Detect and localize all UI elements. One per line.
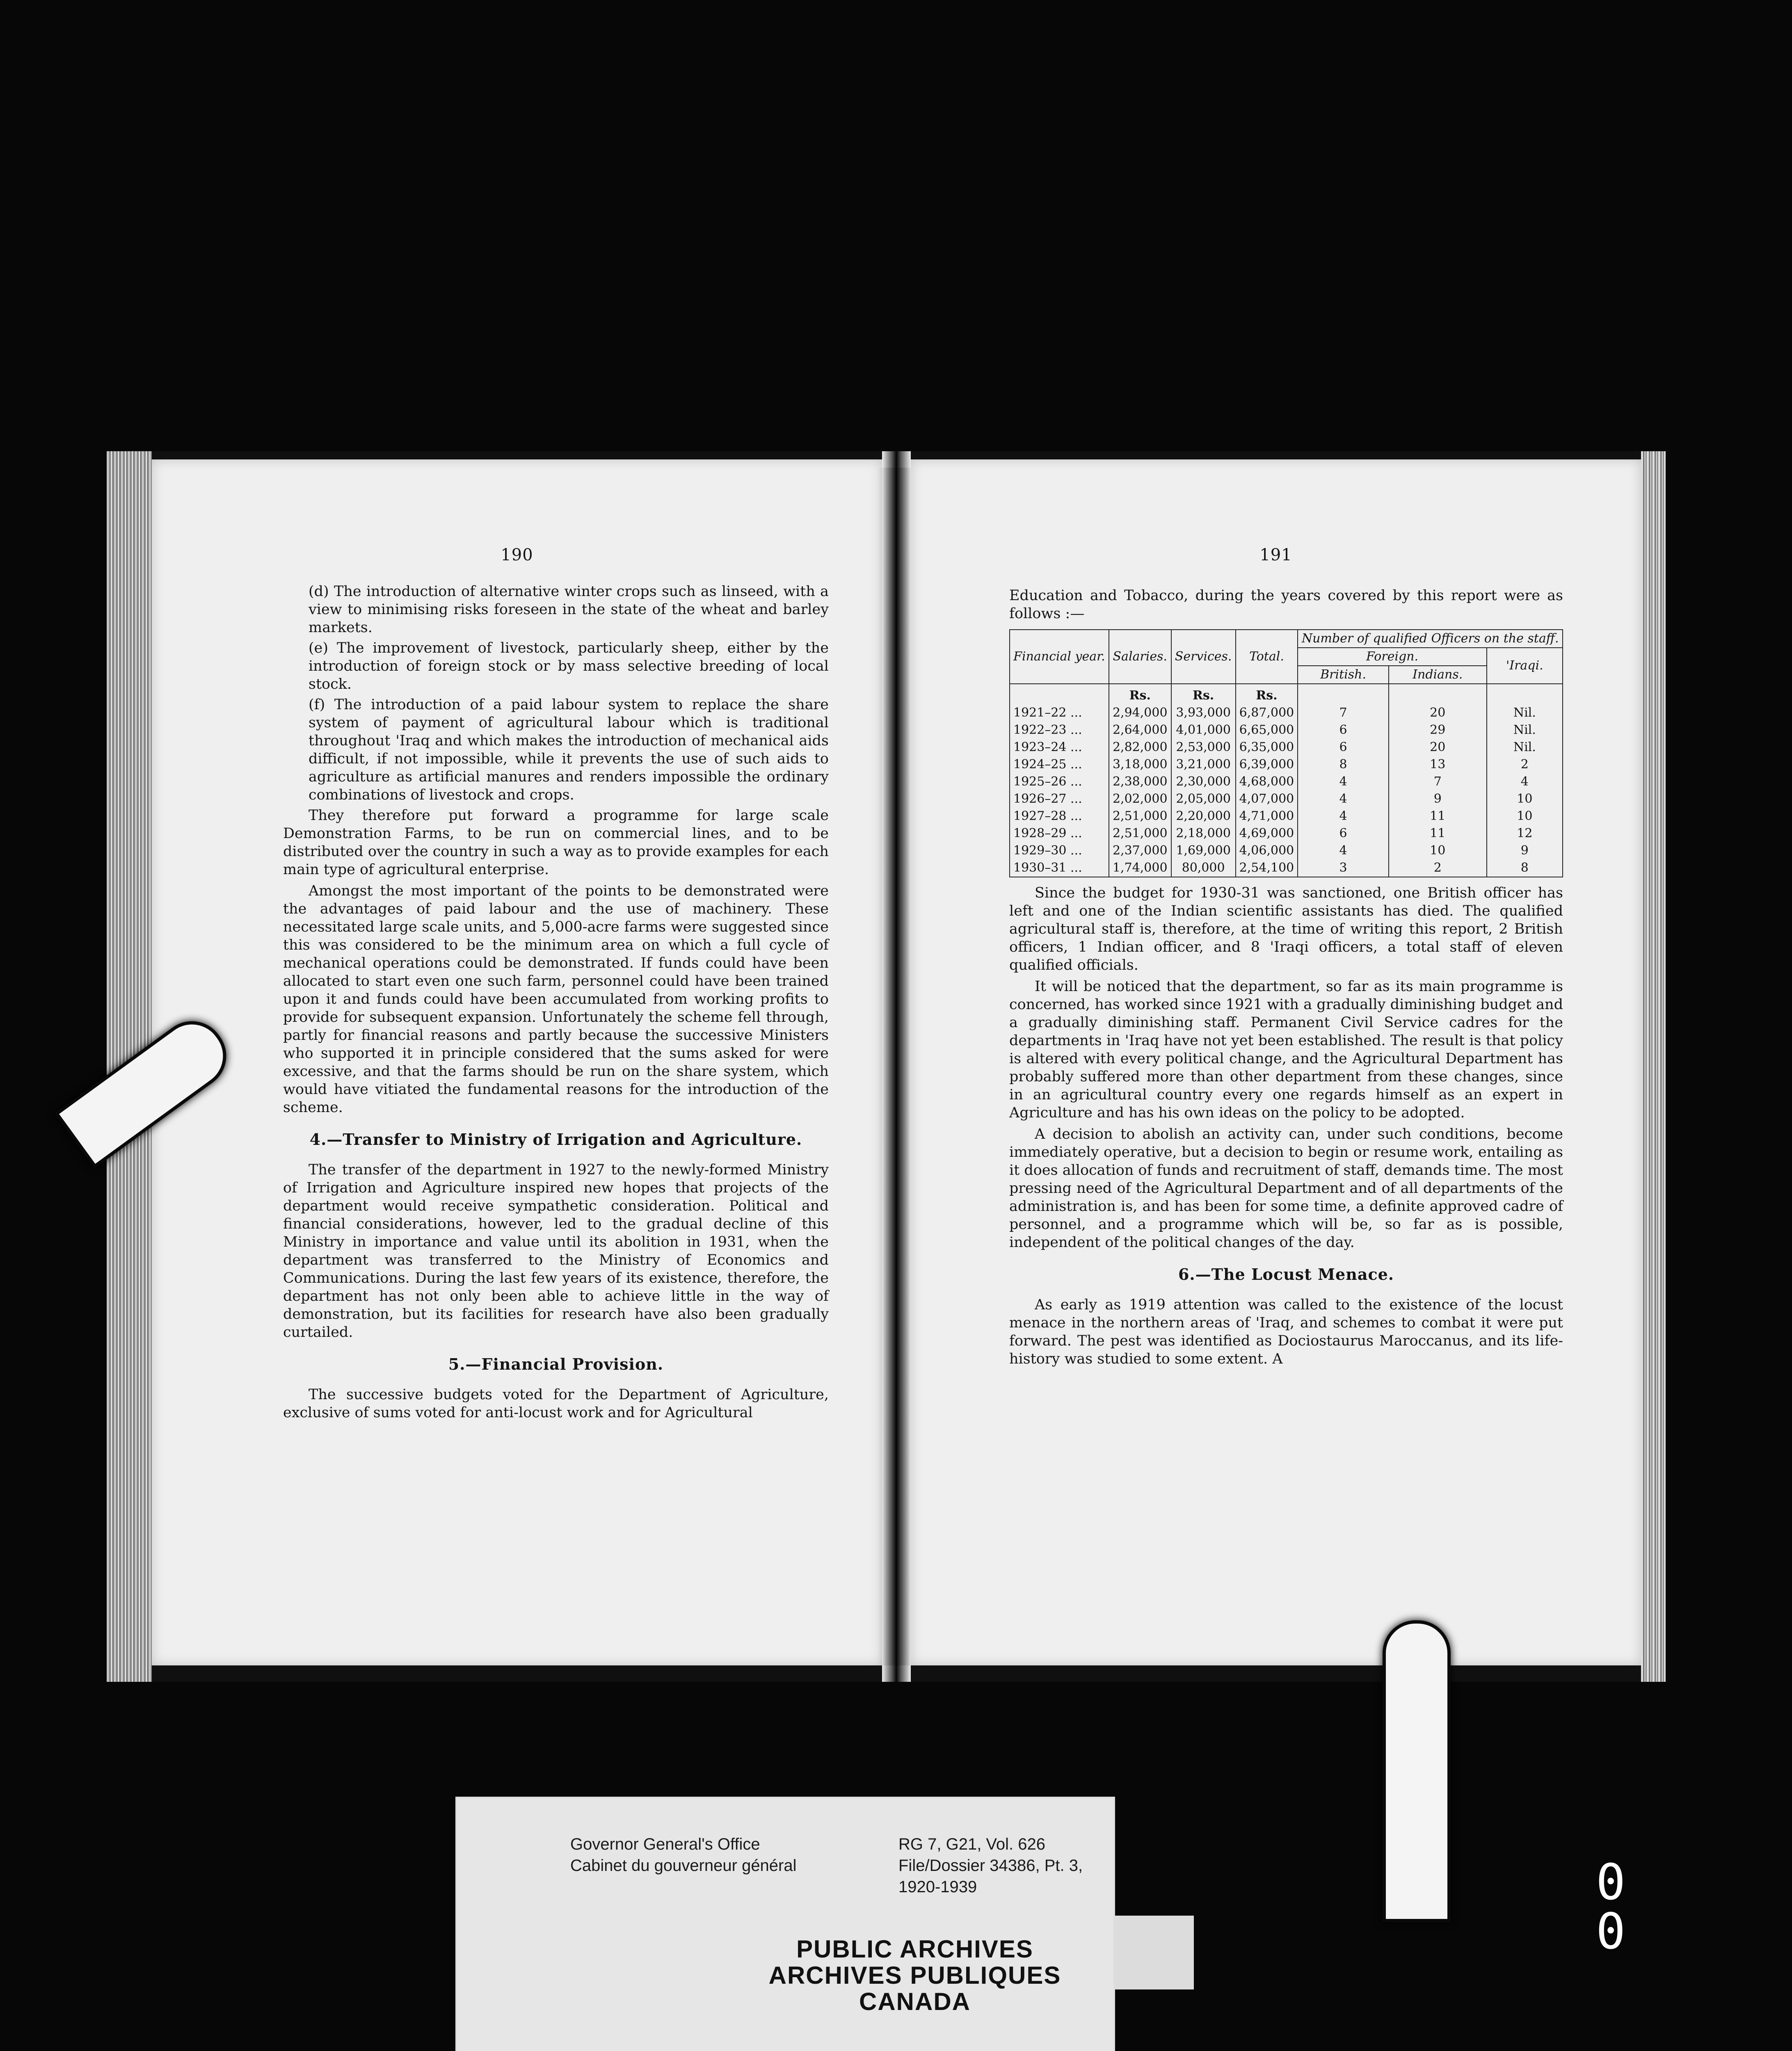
table-row bbox=[1010, 842, 1563, 859]
section-heading-6: 6.—The Locust Menace. bbox=[1178, 1265, 1394, 1284]
header-british: British. bbox=[1298, 666, 1388, 684]
left-paragraph-demonstration: Amongst the most important of the points to be demonstrated were the advantages of paid labour and the use of machinery. These necessitated large scale units, and 5,000-acre farms were suggested since this was considered to be the minimum area on which a full cycle of mechanical operations could be demonstrated. If funds could have been allocated to start even one such farm, personnel could have been trained upon it and funds could have been accumulated from working profits to provide for subsequent expansion. Unfortunately the scheme fell through, partly for financial reasons and partly because the successive Ministers who supported it in principle considered that the sums asked for were excessive, and that the farms should be run on the share system, which would have vitiated the fundamental reasons for the introduction of the scheme. bbox=[283, 883, 829, 1116]
archives-line-2: ARCHIVES PUBLIQUES bbox=[768, 1962, 1061, 1989]
right-page-edges bbox=[1641, 451, 1666, 1682]
table-cell: 4 bbox=[1298, 773, 1388, 790]
table-row bbox=[1010, 773, 1563, 790]
table-row bbox=[1010, 739, 1563, 756]
table-cell: 2,51,000 bbox=[1109, 808, 1171, 825]
table-cell: 9 bbox=[1389, 790, 1487, 808]
table-cell: 6,87,000 bbox=[1236, 704, 1298, 722]
right-intro-paragraph: Education and Tobacco, during the years covered by this report were as follows :— bbox=[1009, 587, 1563, 622]
table-cell: 2,20,000 bbox=[1171, 808, 1236, 825]
right-page bbox=[911, 459, 1641, 1665]
archive-ref-years: 1920-1939 bbox=[898, 1878, 977, 1896]
table-cell: 10 bbox=[1487, 790, 1563, 808]
table-cell: 2,30,000 bbox=[1171, 773, 1236, 790]
table-cell: 80,000 bbox=[1171, 859, 1236, 877]
table-cell: Nil. bbox=[1487, 722, 1563, 739]
table-year-cell: 1928–29 ... bbox=[1010, 825, 1109, 842]
table-cell: 12 bbox=[1487, 825, 1563, 842]
budget-table-wrap bbox=[1009, 629, 1563, 877]
left-page-text bbox=[283, 582, 829, 1425]
table-cell: 13 bbox=[1389, 756, 1487, 773]
table-cell: 3,93,000 bbox=[1171, 704, 1236, 722]
table-cell: 3,18,000 bbox=[1109, 756, 1171, 773]
table-cell: 2,38,000 bbox=[1109, 773, 1171, 790]
header-qualified-officers: Number of qualified Officers on the staff. bbox=[1298, 630, 1563, 648]
spine-shadow bbox=[878, 468, 915, 1665]
right-paragraph-locust: As early as 1919 attention was called to the existence of the locust menace in the northern areas of 'Iraq, and schemes to combat it were put forward. The pest was identified as Dociostaurus Maroccanus, and its life-history was studied to some extent. A bbox=[1009, 1297, 1563, 1367]
table-cell: 4,01,000 bbox=[1171, 722, 1236, 739]
right-paragraph-staff: Since the budget for 1930-31 was sanctioned, one British officer has left and one of the Indian scientific assistants has died. The qualified agricultural staff is, therefore, at the time of writing this report, 2 British officers, 1 Indian officer, and 8 'Iraqi officers, a total staff of eleven qualified officials. bbox=[1009, 885, 1563, 973]
archive-stamp bbox=[689, 1936, 1141, 2015]
table-units-empty-cell bbox=[1487, 684, 1563, 704]
left-item-e: (e) The improvement of livestock, particularly sheep, either by the introduction of foreign stock or by mass selective breeding of local stock. bbox=[309, 640, 829, 692]
table-cell: 2,82,000 bbox=[1109, 739, 1171, 756]
table-unit-cell: Rs. bbox=[1236, 684, 1298, 704]
table-cell: 10 bbox=[1389, 842, 1487, 859]
table-year-cell: 1924–25 ... bbox=[1010, 756, 1109, 773]
table-cell: 6 bbox=[1298, 722, 1388, 739]
header-iraqi: 'Iraqi. bbox=[1487, 648, 1563, 684]
frame-marks: 0 0 bbox=[1596, 1854, 1696, 1960]
open-book bbox=[107, 451, 1666, 1682]
table-cell: 4 bbox=[1298, 842, 1388, 859]
table-cell: 2,94,000 bbox=[1109, 704, 1171, 722]
section-heading-4: 4.—Transfer to Ministry of Irrigation and Agriculture. bbox=[309, 1130, 802, 1149]
table-units-row bbox=[1010, 684, 1563, 704]
table-row bbox=[1010, 790, 1563, 808]
table-cell: 2,37,000 bbox=[1109, 842, 1171, 859]
table-cell: 2,54,100 bbox=[1236, 859, 1298, 877]
table-cell: 1,69,000 bbox=[1171, 842, 1236, 859]
table-year-cell: 1926–27 ... bbox=[1010, 790, 1109, 808]
table-cell: Nil. bbox=[1487, 739, 1563, 756]
table-cell: 20 bbox=[1389, 704, 1487, 722]
table-cell: 11 bbox=[1389, 808, 1487, 825]
right-page-number: 191 bbox=[1259, 546, 1292, 564]
table-year-cell: 1929–30 ... bbox=[1010, 842, 1109, 859]
table-row bbox=[1010, 704, 1563, 722]
table-cell: 11 bbox=[1389, 825, 1487, 842]
right-page-text bbox=[1009, 587, 1563, 1371]
table-cell: 4 bbox=[1298, 790, 1388, 808]
table-cell: 6,35,000 bbox=[1236, 739, 1298, 756]
archives-line-1: PUBLIC ARCHIVES bbox=[796, 1935, 1033, 1963]
table-year-cell: 1927–28 ... bbox=[1010, 808, 1109, 825]
archive-ref-file: File/Dossier 34386, Pt. 3, bbox=[898, 1857, 1083, 1875]
table-cell: 9 bbox=[1487, 842, 1563, 859]
left-paragraph-transfer: The transfer of the department in 1927 to the newly-formed Ministry of Irrigation and Agriculture inspired new hopes that projects of the department would receive sympathetic consideration. Political and financial considerations, however, led to the gradual decline of this Ministry in importance and value until its abolition in 1931, when the department was transferred to the Ministry of Economics and Communications. During the last few years of its existence, therefore, the department has not only been able to achieve little in the way of demonstration, but its facilities for research have also been gradually curtailed. bbox=[283, 1162, 829, 1341]
table-cell: 20 bbox=[1389, 739, 1487, 756]
right-page-clip bbox=[1383, 1620, 1451, 1922]
table-unit-cell: Rs. bbox=[1109, 684, 1171, 704]
table-cell: 2,02,000 bbox=[1109, 790, 1171, 808]
table-cell: 4,06,000 bbox=[1236, 842, 1298, 859]
header-indians: Indians. bbox=[1389, 666, 1487, 684]
left-item-f: (f) The introduction of a paid labour system to replace the share system of payment of agricultural labour which is traditional throughout 'Iraq and which makes the introduction of mechanical aids difficult, if not impossible, while it prevents the use of such aids to agriculture as artificial manures and renders impossible the ordinary combinations of livestock and crops. bbox=[309, 697, 829, 803]
table-units-empty-cell bbox=[1298, 684, 1388, 704]
left-page bbox=[152, 459, 882, 1665]
table-cell: 10 bbox=[1487, 808, 1563, 825]
table-units-blank-cell bbox=[1010, 684, 1109, 704]
table-cell: 2 bbox=[1389, 859, 1487, 877]
table-cell: 4,68,000 bbox=[1236, 773, 1298, 790]
table-year-cell: 1922–23 ... bbox=[1010, 722, 1109, 739]
budget-table-body bbox=[1010, 684, 1563, 877]
table-cell: 6 bbox=[1298, 739, 1388, 756]
archive-office-en: Governor General's Office bbox=[570, 1835, 760, 1853]
header-foreign: Foreign. bbox=[1298, 648, 1486, 666]
header-services: Services. bbox=[1171, 630, 1236, 684]
table-cell: 2,64,000 bbox=[1109, 722, 1171, 739]
table-cell: 4,71,000 bbox=[1236, 808, 1298, 825]
table-cell: 4,69,000 bbox=[1236, 825, 1298, 842]
table-row bbox=[1010, 859, 1563, 877]
table-row bbox=[1010, 825, 1563, 842]
table-units-empty-cell bbox=[1389, 684, 1487, 704]
table-cell: 2,05,000 bbox=[1171, 790, 1236, 808]
left-page-number: 190 bbox=[501, 546, 533, 564]
section-heading-5: 5.—Financial Provision. bbox=[448, 1355, 664, 1373]
table-cell: 2,18,000 bbox=[1171, 825, 1236, 842]
table-cell: 3 bbox=[1298, 859, 1388, 877]
table-cell: 8 bbox=[1487, 859, 1563, 877]
table-row bbox=[1010, 722, 1563, 739]
table-cell: 2 bbox=[1487, 756, 1563, 773]
budget-table bbox=[1009, 629, 1563, 877]
table-year-cell: 1921–22 ... bbox=[1010, 704, 1109, 722]
table-cell: 4 bbox=[1298, 808, 1388, 825]
table-row bbox=[1010, 756, 1563, 773]
table-cell: 7 bbox=[1298, 704, 1388, 722]
table-cell: 3,21,000 bbox=[1171, 756, 1236, 773]
table-unit-cell: Rs. bbox=[1171, 684, 1236, 704]
header-financial-year: Financial year. bbox=[1010, 630, 1109, 684]
header-salaries: Salaries. bbox=[1109, 630, 1171, 684]
table-cell: 4,07,000 bbox=[1236, 790, 1298, 808]
table-cell: 7 bbox=[1389, 773, 1487, 790]
table-cell: 2,51,000 bbox=[1109, 825, 1171, 842]
archive-reference bbox=[898, 1834, 1083, 1898]
table-year-cell: 1923–24 ... bbox=[1010, 739, 1109, 756]
table-cell: 6,65,000 bbox=[1236, 722, 1298, 739]
archives-line-3: CANADA bbox=[859, 1988, 971, 2015]
archive-ref-volume: RG 7, G21, Vol. 626 bbox=[898, 1835, 1045, 1853]
table-cell: 2,53,000 bbox=[1171, 739, 1236, 756]
left-paragraph-financial: The successive budgets voted for the Department of Agriculture, exclusive of sums voted for anti-locust work and for Agricultural bbox=[283, 1386, 829, 1421]
archive-office-fr: Cabinet du gouverneur général bbox=[570, 1857, 797, 1875]
table-cell: 6 bbox=[1298, 825, 1388, 842]
right-paragraph-decision: A decision to abolish an activity can, under such conditions, become immediately operative, but a decision to begin or resume work, entailing as it does allocation of funds and recruitment of staff, demands time. The most pressing need of the Agricultural Department and of all departments of the administration is, and has been for some time, a definite approved cadre of personnel, and a programme which will be, so far as is possible, independent of the political changes of the day. bbox=[1009, 1126, 1563, 1251]
table-cell: 1,74,000 bbox=[1109, 859, 1171, 877]
table-cell: 8 bbox=[1298, 756, 1388, 773]
archive-office-text bbox=[570, 1834, 797, 1876]
table-row bbox=[1010, 808, 1563, 825]
table-cell: 29 bbox=[1389, 722, 1487, 739]
header-total: Total. bbox=[1236, 630, 1298, 684]
right-paragraph-programme: It will be noticed that the department, so far as its main programme is concerned, has worked since 1921 with a gradually diminishing budget and a gradually diminishing staff. Permanent Civil Service cadres for the departments in 'Iraq have not yet been established. The result is that policy is altered with every political change, and the Agricultural Department has probably suffered more than other department from these changes, since in an agricultural country every one regards himself as an expert in Agriculture and has his own ideas on the policy to be adopted. bbox=[1009, 978, 1563, 1121]
table-year-cell: 1925–26 ... bbox=[1010, 773, 1109, 790]
left-paragraph-programme: They therefore put forward a programme for large scale Demonstration Farms, to be run on commercial lines, and to be distributed over the country in such a way as to provide examples for each main type of agricultural enterprise. bbox=[283, 807, 829, 878]
table-year-cell: 1930–31 ... bbox=[1010, 859, 1109, 877]
table-cell: Nil. bbox=[1487, 704, 1563, 722]
table-cell: 4 bbox=[1487, 773, 1563, 790]
table-cell: 6,39,000 bbox=[1236, 756, 1298, 773]
left-item-d: (d) The introduction of alternative winter crops such as linseed, with a view to minimising risks foreseen in the state of the wheat and barley markets. bbox=[309, 583, 829, 636]
